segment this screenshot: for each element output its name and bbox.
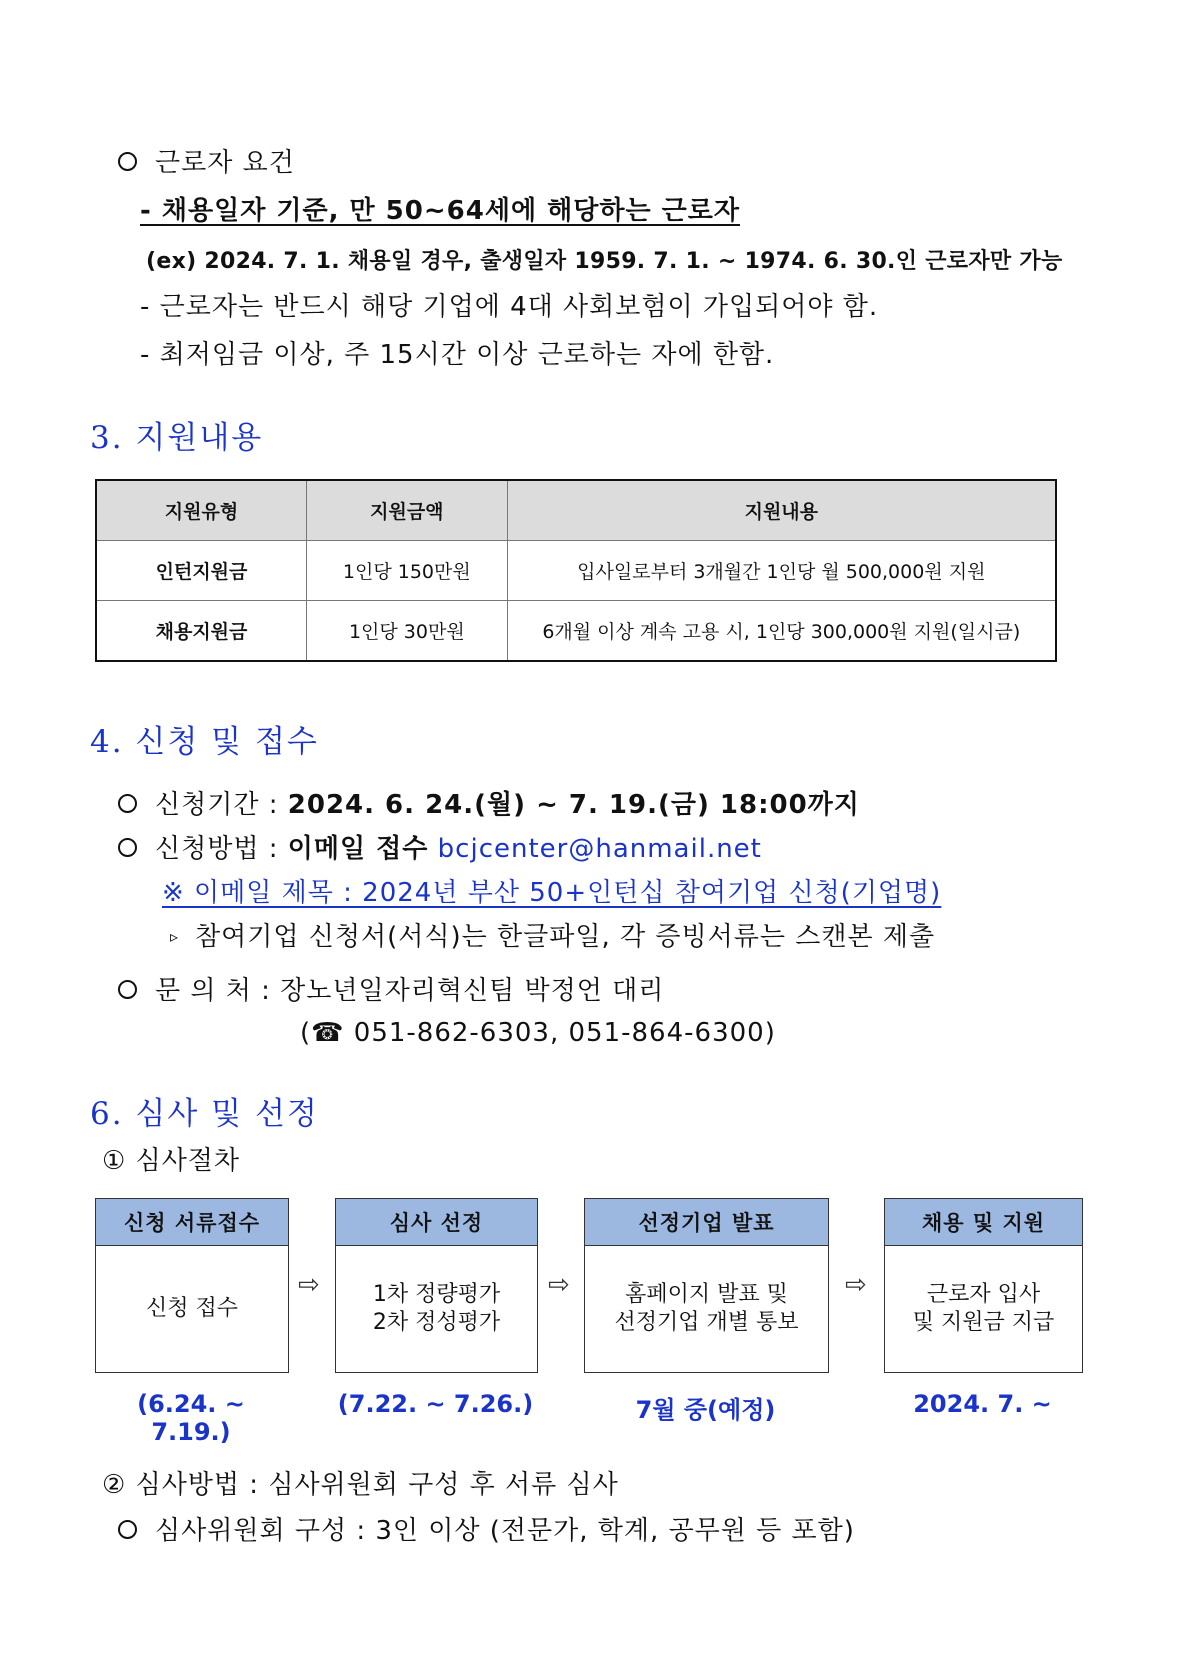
flow-step-review (335, 1198, 538, 1373)
flow-date: (6.24. ~ 7.19.) (137, 1390, 245, 1446)
review-method: ② 심사방법 : 심사위원회 구성 후 서류 심사 (102, 1470, 619, 1500)
flow-arrow-icon: ⇨ (845, 1270, 867, 1300)
circle-bullet-icon (118, 794, 137, 813)
circle-bullet-icon (118, 980, 137, 999)
submission-note: ▹ 참여기업 신청서(서식)는 한글파일, 각 증빙서류는 스캔본 제출 (170, 922, 936, 952)
flow-step-head: 신청 서류접수 (96, 1199, 288, 1246)
flow-arrow-icon: ⇨ (548, 1270, 570, 1300)
worker-insurance-requirement: - 근로자는 반드시 해당 기업에 4대 사회보험이 가입되어야 함. (140, 292, 879, 322)
review-procedure-subtitle: ① 심사절차 (102, 1146, 241, 1176)
contact-info: 문 의 처 : 장노년일자리혁신팀 박정언 대리 (118, 970, 664, 1007)
email-subject-note: ※ 이메일 제목 : 2024년 부산 50+인턴십 참여기업 신청(기업명) (162, 878, 942, 908)
flow-date: 2024. 7. ~ (913, 1390, 1052, 1418)
contact-phone: (☎ 051-862-6303, 051-864-6300) (300, 1018, 776, 1048)
header-content: 지원내용 (507, 480, 1056, 541)
row-type: 채용지원금 (96, 601, 307, 662)
worker-wage-requirement: - 최저임금 이상, 주 15시간 이상 근로하는 자에 한함. (140, 340, 775, 370)
row-content: 입사일로부터 3개월간 1인당 월 500,000원 지원 (507, 541, 1056, 601)
section-3-title: 3. 지원내용 (90, 420, 264, 456)
worker-requirements-heading: 근로자 요건 (118, 142, 295, 179)
section-6-title: 6. 심사 및 선정 (90, 1096, 319, 1132)
email-link[interactable]: bcjcenter@hanmail.net (437, 834, 762, 864)
flow-step-hiring (884, 1198, 1083, 1373)
row-content: 6개월 이상 계속 고용 시, 1인당 300,000원 지원(일시금) (507, 601, 1056, 662)
review-committee: 심사위원회 구성 : 3인 이상 (전문가, 학계, 공무원 등 포함) (118, 1510, 855, 1547)
circle-bullet-icon (118, 1520, 137, 1539)
header-amount: 지원금액 (307, 480, 508, 541)
triangle-marker-icon: ▹ (170, 927, 180, 946)
circle-bullet-icon (118, 152, 137, 171)
flow-step-head: 선정기업 발표 (585, 1199, 828, 1246)
flow-date: (7.22. ~ 7.26.) (337, 1390, 534, 1418)
flow-step-body: 1차 정량평가 2차 정성평가 (372, 1281, 501, 1335)
flow-step-head: 채용 및 지원 (885, 1199, 1082, 1246)
application-method: 신청방법 : 이메일 접수 bcjcenter@hanmail.net (118, 828, 762, 865)
flow-step-body: 근로자 입사 및 지원금 지급 (912, 1281, 1055, 1335)
worker-age-example: (ex) 2024. 7. 1. 채용일 경우, 출생일자 1959. 7. 1. ~ 1974. 6. 30.인 근로자만 가능 (146, 249, 1063, 274)
flow-step-body: 신청 접수 (145, 1295, 238, 1321)
flow-step-body: 홈페이지 발표 및 선정기업 개별 통보 (614, 1281, 799, 1335)
table-row (96, 601, 1056, 662)
section-4-title: 4. 신청 및 접수 (90, 724, 319, 760)
worker-age-requirement: - 채용일자 기준, 만 50~64세에 해당하는 근로자 (140, 196, 740, 226)
row-amount: 1인당 30만원 (307, 601, 508, 662)
support-table (95, 479, 1057, 662)
flow-step-announcement (584, 1198, 829, 1373)
flow-step-head: 심사 선정 (336, 1199, 537, 1246)
row-type: 인턴지원금 (96, 541, 307, 601)
table-header-row (96, 480, 1056, 541)
header-type: 지원유형 (96, 480, 307, 541)
flow-date: 7월 중(예정) (635, 1396, 776, 1424)
row-amount: 1인당 150만원 (307, 541, 508, 601)
table-row (96, 541, 1056, 601)
flow-step-application (95, 1198, 289, 1373)
flow-arrow-icon: ⇨ (298, 1270, 320, 1300)
circle-bullet-icon (118, 838, 137, 857)
application-period: 신청기간 : 2024. 6. 24.(월) ~ 7. 19.(금) 18:00까지 (118, 784, 860, 821)
